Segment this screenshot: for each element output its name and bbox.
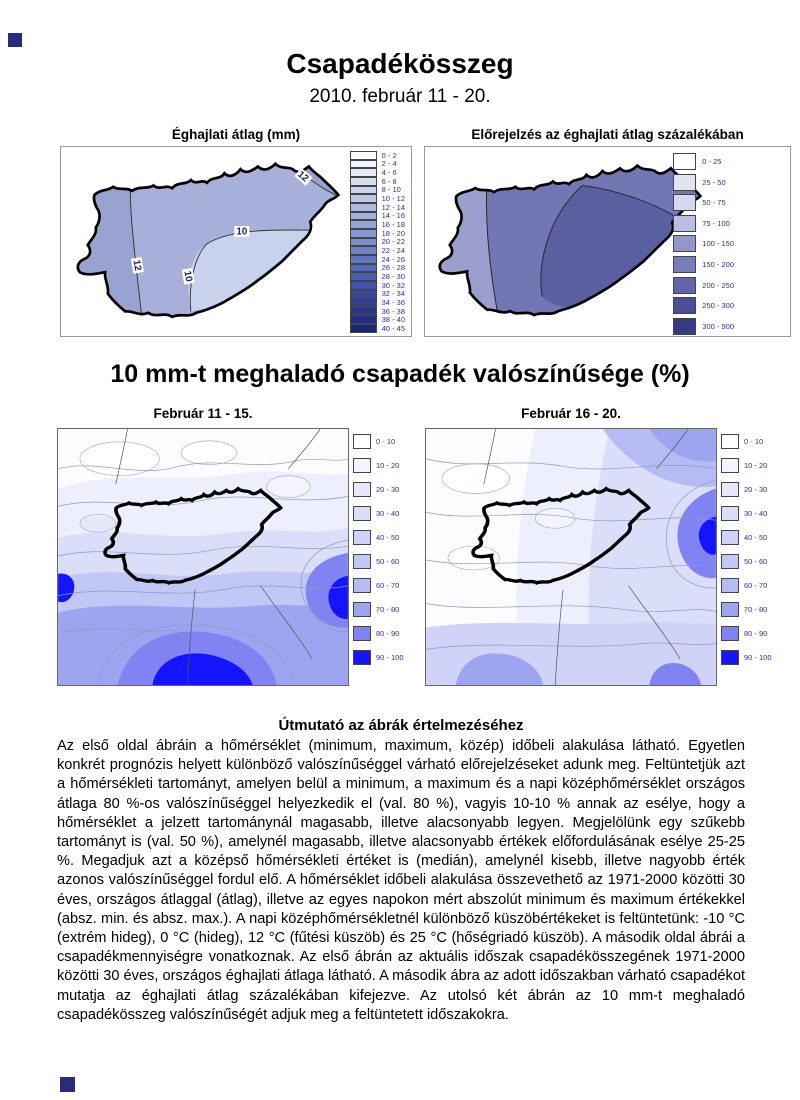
legend-swatch <box>353 626 371 641</box>
legend-swatch <box>673 215 696 232</box>
legend-row <box>673 318 734 335</box>
legend-label: 10 - 20 <box>376 461 400 470</box>
guide-heading: Útmutató az ábrák értelmezéséhez <box>278 717 524 734</box>
legend-label: 12 - 14 <box>381 202 405 212</box>
legend-row <box>353 506 404 521</box>
map-panel-climate-average <box>60 146 412 337</box>
legend-swatch <box>353 506 371 521</box>
legend-label: 2 - 4 <box>381 159 397 169</box>
legend-label: 40 - 45 <box>381 323 405 333</box>
legend-row <box>353 554 404 569</box>
legend-row <box>350 298 405 307</box>
legend-row <box>673 297 734 314</box>
legend-swatch <box>350 238 377 247</box>
guide-body: Az első oldal ábráin a hőmérséklet (minimum, maximum, közép) időbeli alakulása látható. Egyetlen konkrét prognózis helyett különböző valószínűséggel várható előrejelzéseket adunk meg. Feltüntetjük azt a hőmérsékleti tartományt, amelyen belül a minimum, a maximum és a napi középhőmérséklet országos átlaga 80 %-os valószínűséggel helyezkedik el (val. 80 %), vagyis 10-10 % annak az esélye, hogy a hőmérséklet a jelzett tartománynál magasabb, illetve alacsonyabb legyen. Megjelölünk egy szűkebb tartományt is (val. 50 %), amelynél magasabb, illetve alacsonyabb értékek előfordulásának esélye 25-25 %. Megadjuk azt a középső hőmérsékleti értéket is (medián), amelynél kisebb, illetve nagyobb érték azonos valószínűséggel fordul elő. A hőmérséklet időbeli alakulása összevethető az 1971-2000 közötti 30 éves, országos átlaggal (átlag), illetve az egyes napokon mért abszolút minimum és maximum értékekkel (absz. min. és absz. max.). A napi középhőmérsékletnél különböző küszöbértékeket is feltüntetünk: -10 °C (extrém hideg), 0 °C (hideg), 12 °C (fűtési küszöb) és 25 °C (hőségriadó küszöb). A második oldal ábrái a csapadékmennyiségre vonatkoznak. Az első ábrán az aktuális időszak csapadékösszegének 1971-2000 közötti 30 éves, országos éghajlati átlaga látható. A második ábra az adott időszakban várható csapadékot mutatja az éghajlati átlag százalékában kifejezve. Az utolsó két ábrán az 10 mm-t meghaladó csapadékösszeg valószínűségét adjuk meg a feltüntetett időszakokra. <box>57 738 745 1023</box>
legend-label: 50 - 60 <box>744 557 768 566</box>
legend-label: 10 - 12 <box>381 194 405 204</box>
legend-row <box>353 530 404 545</box>
legend-row <box>721 602 772 617</box>
page-title: Csapadékösszeg <box>286 48 514 79</box>
legend-row <box>721 650 772 665</box>
legend-swatch <box>673 318 696 335</box>
map-title-forecast-percent: Előrejelzés az éghajlati átlag százalékában <box>471 127 744 142</box>
legend-row <box>673 235 734 252</box>
legend-label: 20 - 30 <box>376 485 400 494</box>
legend-label: 0 - 10 <box>376 437 396 446</box>
legend-swatch <box>721 530 739 545</box>
legend-row <box>350 281 405 290</box>
legend-swatch <box>353 602 371 617</box>
legend-swatch <box>350 264 377 273</box>
legend-label: 300 - 900 <box>702 321 734 331</box>
legend-label: 32 - 34 <box>381 289 405 299</box>
legend-swatch <box>721 602 739 617</box>
legend-row <box>721 626 772 641</box>
legend-swatch <box>353 434 371 449</box>
legend-row <box>350 151 405 160</box>
legend-row <box>350 307 405 316</box>
legend-swatch <box>353 650 371 665</box>
legend-label: 14 - 16 <box>381 211 405 221</box>
legend-swatch <box>353 578 371 593</box>
legend-row <box>673 174 734 191</box>
legend-label: 90 - 100 <box>744 653 772 662</box>
contour-label: 12 <box>130 259 144 272</box>
legend-label: 60 - 70 <box>744 581 768 590</box>
legend-swatch <box>350 160 377 169</box>
legend-row <box>350 203 405 212</box>
page-subtitle: 2010. február 11 - 20. <box>309 86 491 107</box>
legend-label: 18 - 20 <box>381 228 405 238</box>
legend-swatch <box>350 272 377 281</box>
legend-row <box>673 277 734 294</box>
legend-swatch <box>350 220 377 229</box>
legend-swatch <box>721 578 739 593</box>
hungary-map-forecast-percent <box>435 159 703 323</box>
legend-swatch <box>350 186 377 195</box>
legend-row <box>673 194 734 211</box>
legend-swatch <box>350 298 377 307</box>
map-probability-feb-16-20 <box>425 428 717 686</box>
map-probability-feb-11-15 <box>57 428 349 686</box>
legend-swatch <box>353 554 371 569</box>
legend-row <box>350 168 405 177</box>
legend-swatch <box>350 255 377 264</box>
section-heading: 10 mm-t meghaladó csapadék valószínűsége (%) <box>110 360 690 388</box>
legend-row <box>353 458 404 473</box>
contour-field-feb-11-15 <box>58 429 348 685</box>
legend-row <box>353 482 404 497</box>
hungary-map-climate-average <box>73 157 341 325</box>
legend-swatch <box>673 235 696 252</box>
legend-swatch <box>350 281 377 290</box>
legend-label: 24 - 26 <box>381 254 405 264</box>
legend-row <box>350 290 405 299</box>
legend-label: 30 - 40 <box>376 509 400 518</box>
legend-row <box>673 153 734 170</box>
legend-row <box>721 482 772 497</box>
legend-label: 0 - 10 <box>744 437 764 446</box>
legend-swatch <box>350 177 377 186</box>
legend-row <box>353 626 404 641</box>
legend-row <box>350 212 405 221</box>
legend-label: 8 - 10 <box>381 185 401 195</box>
legend-label: 6 - 8 <box>381 176 397 186</box>
legend-label: 50 - 60 <box>376 557 400 566</box>
legend-row <box>350 220 405 229</box>
legend-row <box>673 215 734 232</box>
legend-label: 20 - 30 <box>744 485 768 494</box>
legend-row <box>350 186 405 195</box>
legend-label: 30 - 40 <box>744 509 768 518</box>
legend-label: 40 - 50 <box>744 533 768 542</box>
legend-row <box>353 602 404 617</box>
legend-row <box>350 229 405 238</box>
legend-swatch <box>721 458 739 473</box>
legend-label: 0 - 25 <box>702 157 722 166</box>
legend-swatch <box>350 324 377 333</box>
legend-label: 70 - 80 <box>744 605 768 614</box>
legend-swatch <box>350 290 377 299</box>
contour-label: 10 <box>236 226 248 238</box>
legend-row <box>350 160 405 169</box>
legend-label: 34 - 36 <box>381 297 405 307</box>
legend-label: 80 - 90 <box>376 629 400 638</box>
legend-feb-11-15 <box>353 434 404 674</box>
legend-row <box>350 238 405 247</box>
legend-label: 16 - 18 <box>381 220 405 230</box>
legend-label: 40 - 50 <box>376 533 400 542</box>
legend-label: 50 - 75 <box>702 198 726 208</box>
legend-swatch <box>721 626 739 641</box>
legend-label: 90 - 100 <box>376 653 404 662</box>
legend-row <box>673 256 734 273</box>
legend-label: 20 - 22 <box>381 237 405 247</box>
map-title-feb-16-20: Február 16 - 20. <box>521 406 621 421</box>
legend-label: 36 - 38 <box>381 306 405 316</box>
legend-swatch <box>350 212 377 221</box>
legend-row <box>350 255 405 264</box>
legend-swatch <box>350 151 377 160</box>
legend-swatch <box>350 194 377 203</box>
legend-swatch <box>673 174 696 191</box>
legend-row <box>353 434 404 449</box>
legend-row <box>353 650 404 665</box>
map-panel-forecast-percent <box>424 146 791 337</box>
legend-label: 10 - 20 <box>744 461 768 470</box>
legend-row <box>721 434 772 449</box>
legend-row <box>350 324 405 333</box>
contour-label: 10 <box>181 270 195 283</box>
legend-row <box>721 530 772 545</box>
legend-label: 250 - 300 <box>702 301 734 311</box>
legend-swatch <box>350 203 377 212</box>
legend-swatch <box>673 153 696 170</box>
legend-swatch <box>350 315 377 324</box>
legend-row <box>350 246 405 255</box>
legend-swatch <box>350 246 377 255</box>
legend-label: 0 - 2 <box>381 150 397 160</box>
legend-forecast-percent <box>673 153 734 338</box>
legend-label: 70 - 80 <box>376 605 400 614</box>
legend-swatch <box>721 554 739 569</box>
page-corner-mark-top <box>8 33 22 47</box>
legend-label: 28 - 30 <box>381 272 405 282</box>
contour-label: 12 <box>295 169 311 185</box>
legend-swatch <box>350 229 377 238</box>
legend-label: 38 - 40 <box>381 315 405 325</box>
legend-label: 22 - 24 <box>381 246 405 256</box>
legend-swatch <box>350 168 377 177</box>
legend-row <box>721 458 772 473</box>
legend-row <box>350 315 405 324</box>
legend-swatch <box>673 277 696 294</box>
legend-row <box>350 177 405 186</box>
contour-field-feb-16-20 <box>426 429 716 685</box>
legend-label: 150 - 200 <box>702 259 734 269</box>
legend-row <box>353 578 404 593</box>
legend-swatch <box>353 482 371 497</box>
legend-swatch <box>350 307 377 316</box>
legend-row <box>721 578 772 593</box>
legend-label: 4 - 6 <box>381 168 397 178</box>
legend-row <box>721 554 772 569</box>
legend-feb-16-20 <box>721 434 772 674</box>
legend-swatch <box>353 458 371 473</box>
legend-label: 30 - 32 <box>381 280 405 290</box>
map-title-climate-average: Éghajlati átlag (mm) <box>171 127 301 142</box>
legend-swatch <box>721 482 739 497</box>
legend-label: 100 - 150 <box>702 239 734 249</box>
legend-swatch <box>673 256 696 273</box>
legend-swatch <box>721 506 739 521</box>
legend-row <box>350 194 405 203</box>
legend-label: 60 - 70 <box>376 581 400 590</box>
legend-row <box>350 272 405 281</box>
legend-row <box>350 264 405 273</box>
legend-swatch <box>673 194 696 211</box>
legend-swatch <box>721 434 739 449</box>
legend-swatch <box>353 530 371 545</box>
legend-label: 200 - 250 <box>702 280 734 290</box>
legend-climate-average <box>350 151 405 333</box>
page-corner-mark-bottom <box>60 1077 75 1092</box>
legend-label: 80 - 90 <box>744 629 768 638</box>
legend-swatch <box>673 297 696 314</box>
legend-label: 75 - 100 <box>702 218 730 228</box>
legend-swatch <box>721 650 739 665</box>
legend-label: 25 - 50 <box>702 177 726 187</box>
map-title-feb-11-15: Február 11 - 15. <box>153 406 253 421</box>
legend-label: 26 - 28 <box>381 263 405 273</box>
legend-row <box>721 506 772 521</box>
